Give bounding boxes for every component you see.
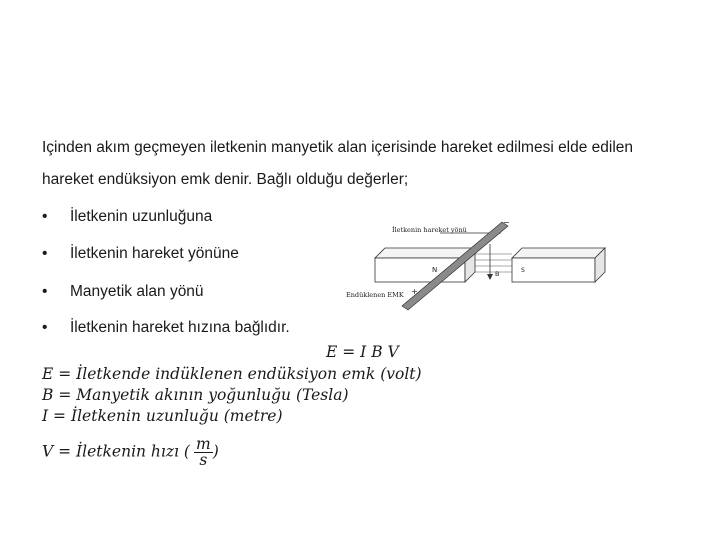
magnet-south-top [512, 248, 605, 258]
bullet-text: İletkenin hareket yönüne [70, 245, 239, 262]
definition-v-close: ) [212, 442, 219, 461]
bullet-marker: • [42, 283, 48, 300]
induction-diagram [340, 218, 620, 314]
main-formula: E = I B V [326, 343, 399, 361]
bullet-text: İletkenin uzunluğuna [70, 208, 213, 225]
bullet-item [42, 208, 212, 226]
bullet-item [42, 245, 239, 263]
magnet-north-top [375, 248, 475, 258]
south-pole-label: S [521, 267, 525, 274]
field-label: B [495, 270, 500, 278]
fraction-numerator: m [195, 435, 211, 453]
bullet-marker: • [42, 245, 48, 262]
bullet-item [42, 319, 290, 337]
minus-sign: − [503, 218, 510, 227]
velocity-unit-fraction [194, 437, 213, 468]
definition-v [42, 437, 219, 468]
bullet-text: Manyetik alan yönü [70, 283, 204, 300]
motion-label: İletkenin hareket yönü [392, 226, 467, 234]
field-arrow-head [487, 274, 493, 280]
definition-v-text: V = İletkenin hızı ( [42, 442, 190, 461]
intro-line-1: Içinden akım geçmeyen iletkenin manyetik alan içerisinde hareket edilmesi elde edilen [42, 139, 634, 156]
bullet-marker: • [42, 208, 48, 225]
definition-e: E = İletkende indüklenen endüksiyon emk (volt) [42, 365, 422, 383]
definition-i: I = İletkenin uzunluğu (metre) [42, 407, 283, 425]
plus-sign: + [411, 287, 418, 296]
bullet-marker: • [42, 319, 48, 336]
bullet-item [42, 283, 204, 301]
definition-b: B = Manyetik akının yoğunluğu (Tesla) [42, 386, 349, 404]
bullet-text: İletkenin hareket hızına bağlıdır. [70, 319, 290, 336]
north-pole-label: N [432, 266, 438, 274]
intro-line-2: hareket endüksiyon emk denir. Bağlı olduğu değerler; [42, 171, 409, 188]
fraction-denominator: s [199, 451, 208, 469]
emf-label: Endüklenen EMK [346, 291, 404, 299]
